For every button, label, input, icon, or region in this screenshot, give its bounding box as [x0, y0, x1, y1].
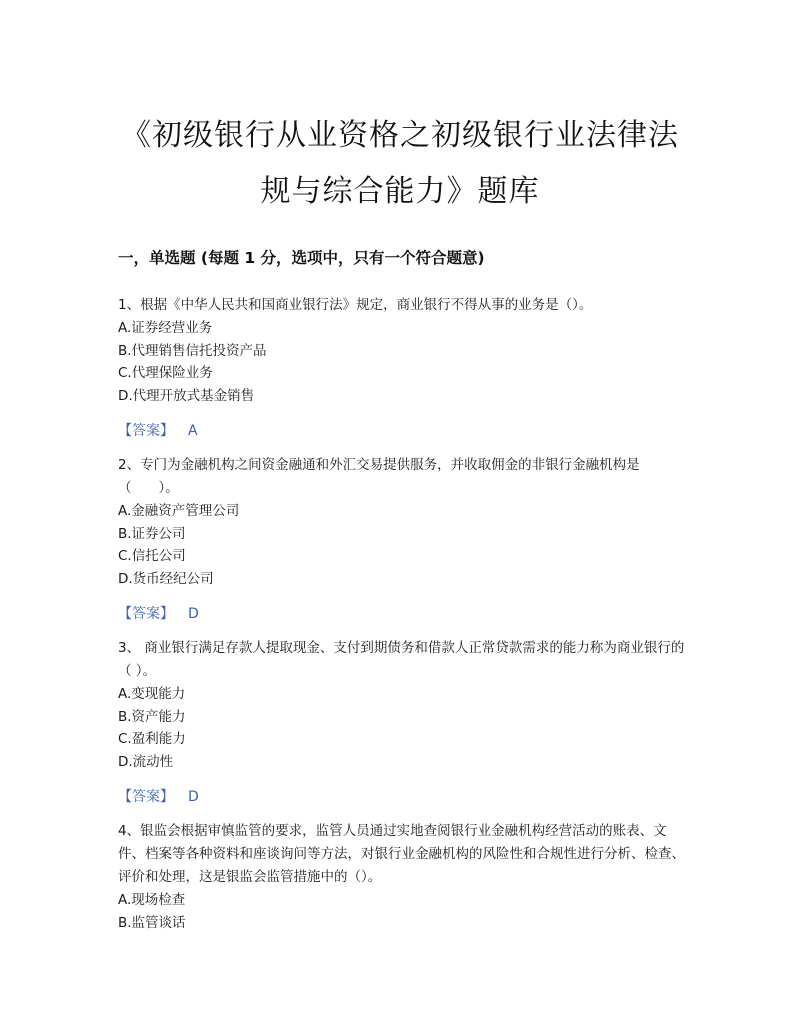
document-title: 《初级银行从业资格之初级银行业法律法规与综合能力》题库	[121, 118, 679, 209]
question-list	[118, 294, 688, 946]
option-a: A.金融资产管理公司	[118, 503, 240, 519]
option-a: A.证券经营业务	[118, 320, 213, 336]
answer-label: 【答案】	[118, 789, 174, 805]
option-b: B.证券公司	[118, 525, 186, 542]
option-c: C.盈利能力	[118, 731, 186, 747]
question-1	[118, 294, 688, 442]
answer-value: A	[188, 423, 198, 439]
answer-label: 【答案】	[118, 606, 174, 622]
question-4	[118, 820, 688, 934]
answer-value: D	[188, 789, 199, 805]
option-c: C.信托公司	[118, 548, 186, 564]
question-2	[118, 454, 688, 625]
option-a: A.现场检查	[118, 892, 186, 908]
answer-value: D	[188, 606, 199, 622]
option-a: A.变现能力	[118, 686, 186, 702]
option-d: D.代理开放式基金销售	[118, 387, 255, 404]
section-heading: 一，单选题 (每题 1 分，选项中，只有一个符合题意)	[118, 249, 485, 267]
question-3	[118, 637, 688, 808]
answer-line	[118, 786, 688, 808]
option-d: D.流动性	[118, 753, 174, 770]
question-stem: 3、 商业银行满足存款人提取现金、支付到期债务和借款人正常贷款需求的能力称为商业银行的（ ）。	[118, 640, 685, 679]
option-b: B.资产能力	[118, 708, 186, 725]
question-stem: 2、专门为金融机构之间资金融通和外汇交易提供服务，并收取佣金的非银行金融机构是（ ）。	[118, 457, 640, 496]
option-b: B.监管谈话	[118, 914, 186, 931]
answer-label: 【答案】	[118, 423, 174, 439]
answer-line	[118, 603, 688, 625]
option-c: C.代理保险业务	[118, 365, 213, 381]
option-d: D.货币经纪公司	[118, 570, 214, 587]
answer-line	[118, 420, 688, 442]
question-stem: 1、根据《中华人民共和国商业银行法》规定，商业银行不得从事的业务是（）。	[118, 297, 593, 313]
question-stem: 4、银监会根据审慎监管的要求，监管人员通过实地查阅银行业金融机构经营活动的账表、文件、档案等各种资料和座谈询问等方法，对银行业金融机构的风险性和合规性进行分析、检查、评价和处理，这是银监会监管措施中的（）。	[118, 823, 685, 885]
option-b: B.代理销售信托投资产品	[118, 342, 267, 359]
